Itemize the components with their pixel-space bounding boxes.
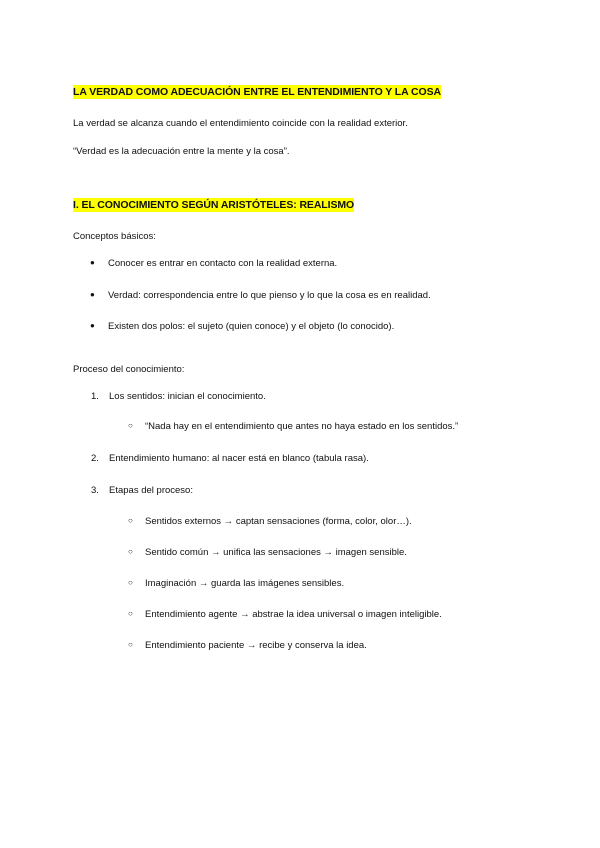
sub-bullet-icon: ○	[128, 578, 133, 587]
intro-paragraph: La verdad se alcanza cuando el entendimiento coincide con la realidad exterior.	[73, 118, 408, 129]
step-number: 1.	[91, 391, 99, 402]
bullet-icon: ●	[90, 321, 95, 330]
bullet-icon: ●	[90, 290, 95, 299]
step-number: 2.	[91, 453, 99, 464]
step-item: Los sentidos: inician el conocimiento.	[109, 391, 266, 402]
stage-item: Sentido común → unifica las sensaciones → imagen sensible.	[145, 547, 407, 558]
sub-bullet-icon: ○	[128, 516, 133, 525]
step-item: Etapas del proceso:	[109, 485, 193, 496]
intro-quote: “Verdad es la adecuación entre la mente y la cosa”.	[73, 146, 290, 157]
page-title	[73, 86, 441, 98]
stage-item: Sentidos externos → captan sensaciones (forma, color, olor…).	[145, 516, 412, 527]
sub-bullet-icon: ○	[128, 609, 133, 618]
concept-item: Conocer es entrar en contacto con la realidad externa.	[108, 258, 338, 269]
stage-item: Entendimiento paciente → recibe y conserva la idea.	[145, 640, 367, 651]
step-item: Entendimiento humano: al nacer está en blanco (tabula rasa).	[109, 453, 369, 464]
concept-item: Verdad: correspondencia entre lo que pienso y lo que la cosa es en realidad.	[108, 290, 431, 301]
sub-bullet-icon: ○	[128, 421, 133, 430]
step-number: 3.	[91, 485, 99, 496]
page-title-text: LA VERDAD COMO ADECUACIÓN ENTRE EL ENTENDIMIENTO Y LA COSA	[73, 86, 441, 98]
sub-bullet-icon: ○	[128, 640, 133, 649]
concepts-label: Conceptos básicos:	[73, 231, 156, 242]
stage-item: Entendimiento agente → abstrae la idea universal o imagen inteligible.	[145, 609, 442, 620]
section-title-text: I. EL CONOCIMIENTO SEGÚN ARISTÓTELES: REALISMO	[73, 199, 355, 211]
sub-bullet-icon: ○	[128, 547, 133, 556]
step-quote: “Nada hay en el entendimiento que antes no haya estado en los sentidos.”	[145, 421, 459, 432]
stage-item: Imaginación → guarda las imágenes sensibles.	[145, 578, 345, 589]
section-title	[73, 199, 354, 211]
concept-item: Existen dos polos: el sujeto (quien conoce) y el objeto (lo conocido).	[108, 321, 395, 332]
process-label: Proceso del conocimiento:	[73, 364, 185, 375]
bullet-icon: ●	[90, 258, 95, 267]
